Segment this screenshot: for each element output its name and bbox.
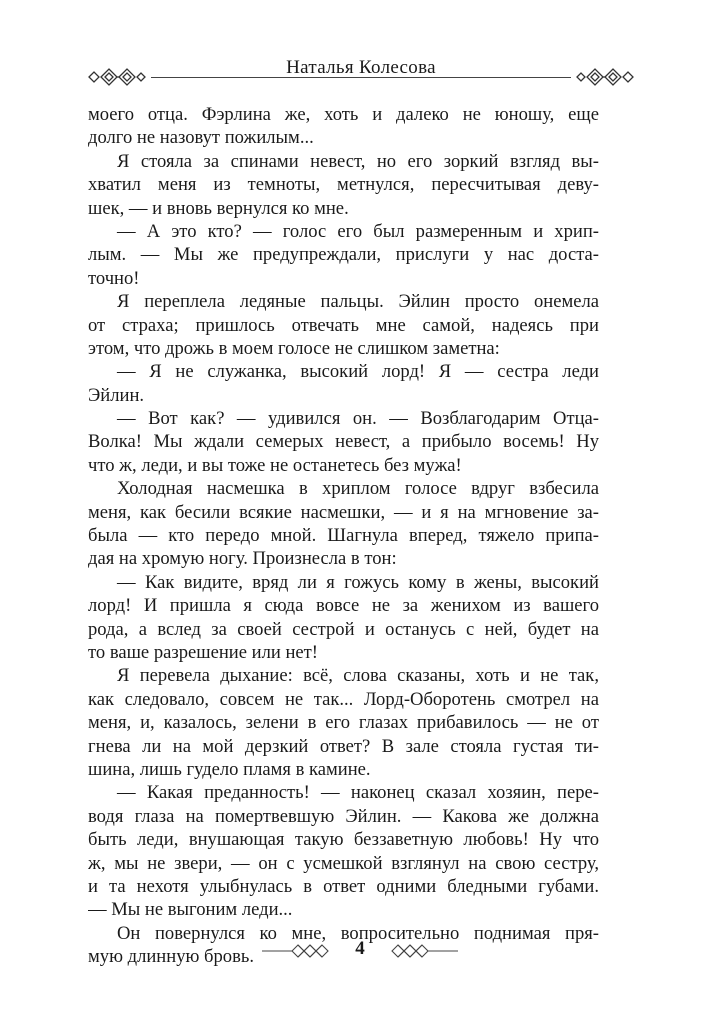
text-line: от страха; пришлось отвечать мне самой, надеясь при <box>88 314 599 336</box>
text-line: ж, мы не звери, — он с усмешкой взглянул на свою сестру, <box>88 852 599 874</box>
page-footer <box>0 936 720 966</box>
text-line: и та нехотя улыбнулась в ответ одними бледными губами. <box>88 875 599 897</box>
text-line: — А это кто? — голос его был размеренным и хрип- <box>117 220 599 242</box>
text-line: то ваше разрешение или нет! <box>88 641 318 663</box>
text-line: — Как видите, вряд ли я гожусь кому в жены, высокий <box>117 571 599 593</box>
text-line: гнева ли на мой дерзкий ответ? В зале стояла густая ти- <box>88 735 599 757</box>
text-line: шина, лишь гудело пламя в камине. <box>88 758 371 780</box>
text-line: мую длинную бровь. <box>88 946 254 968</box>
lattice-ornament-icon <box>386 939 458 963</box>
running-title: Наталья Колесова <box>286 57 436 78</box>
text-line: лорд! И пришла я сюда вовсе не за женихом из вашего <box>88 595 599 617</box>
text-line: этом, что дрожь в моем голосе не слишком заметна: <box>88 337 500 359</box>
text-line: точно! <box>88 267 140 289</box>
text-line: быть леди, внушающая такую беззаветную любовь! Ну что <box>88 829 599 851</box>
text-line: — Мы не выгоним леди... <box>88 899 293 921</box>
running-header <box>85 52 637 92</box>
text-line: моего отца. Фэрлина же, хоть и далеко не юношу, еще <box>88 104 599 125</box>
text-line: была — кто передо мной. Шагнула вперед, тяжело припа- <box>88 525 599 547</box>
text-line: меня, и, казалось, зелени в его глазах прибавилось — не от <box>88 712 599 734</box>
text-line: Я перевела дыхание: всё, слова сказаны, хоть и не так, <box>117 665 599 687</box>
text-line: — Я не служанка, высокий лорд! Я — сестра леди <box>117 361 599 383</box>
text-line: Волка! Мы ждали семерых невест, а прибыло восемь! Ну <box>88 431 599 453</box>
text-line: Я стояла за спинами невест, но его зоркий взгляд вы- <box>117 150 599 172</box>
body-text <box>88 103 599 968</box>
text-line: Он повернулся ко мне, вопросительно поднимая пря- <box>117 922 599 944</box>
text-line: Я переплела ледяные пальцы. Эйлин просто онемела <box>117 291 599 313</box>
text-line: долго не назовут пожилым... <box>88 127 314 149</box>
text-line: рода, а вслед за своей сестрой и останусь с ней, будет на <box>88 618 599 640</box>
text-line: меня, как бесили всякие насмешки, — и я на мгновение за- <box>88 501 599 523</box>
text-line: — Вот как? — удивился он. — Возблагодарим Отца- <box>117 408 599 430</box>
knot-ornament-icon <box>573 63 637 91</box>
page-number: 4 <box>355 938 365 959</box>
text-line: Эйлин. <box>88 384 145 406</box>
text-line: что ж, леди, и вы тоже не останетесь без мужа! <box>88 454 462 476</box>
text-line: хватил меня из темноты, метнулся, пересчитывая деву- <box>88 174 599 196</box>
text-line: Холодная насмешка в хриплом голосе вдруг взбесила <box>117 478 599 500</box>
text-line: лым. — Мы же предупреждали, прислуги у нас доста- <box>88 244 599 266</box>
text-line: как следовало, совсем не так... Лорд-Оборотень смотрел на <box>88 688 599 710</box>
text-line: — Какая преданность! — наконец сказал хозяин, пере- <box>117 782 599 804</box>
text-line: водя глаза на помертвевшую Эйлин. — Какова же должна <box>88 805 599 827</box>
text-line: дая на хромую ногу. Произнесла в тон: <box>88 548 397 570</box>
text-line: шек, — и вновь вернулся ко мне. <box>88 197 349 219</box>
